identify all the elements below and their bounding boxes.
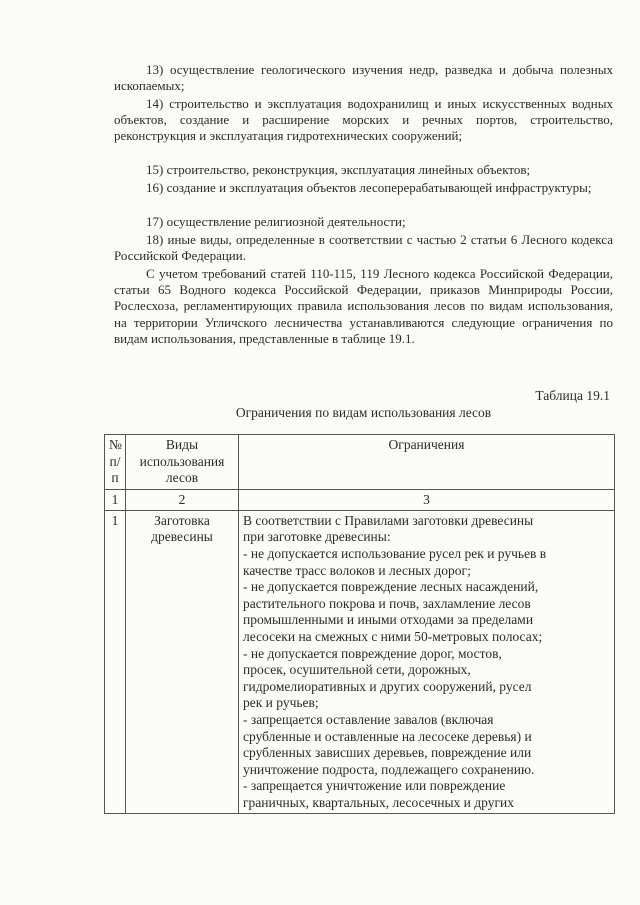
list-item-13-text: 13) осуществление геологического изучения недр, разведка и добыча полезных ископаемых; [114,62,613,94]
intro-paragraph-text: С учетом требований статей 110-115, 119 Лесного кодекса Российской Федерации, статьи 65 Водного кодекса Российской Федерации, приказов Минприроды России, Рослесхоза, регламентирующих правила использования лесов по видам использования, на территории Угличского лесничества устанавливаются следующие ограничения по видам использования, представленные в таблице 19.1. [114,266,613,346]
column-number: 1 [105,489,126,510]
header-kind-line: использования [139,453,225,469]
row-kind-cell [126,510,239,814]
row-number-cell: 1 [105,510,126,814]
header-number-line: п [111,470,119,486]
list-item-15 [114,162,613,178]
header-kind-line: Виды [165,437,199,452]
list-item-16 [114,180,613,196]
restriction-line: - не допускается использование русел рек и ручьев в [243,545,547,561]
list-item-15-text: 15) строительство, реконструкция, эксплуатация линейных объектов; [146,162,531,177]
restriction-line: рек и ручьев; [243,695,319,711]
header-kind-cell [126,435,239,490]
header-number-line: п/ [109,453,121,469]
row-kind-line: Заготовка [154,512,210,528]
restrictions-table [104,434,615,814]
column-number: 3 [239,489,615,510]
list-item-14 [114,96,613,145]
restriction-line: промышленными и иными отходами за пределами [243,612,534,628]
restriction-line: качестве трасс волоков и лесных дорог; [243,562,471,578]
restriction-line: - не допускается повреждение лесных насаждений, [243,579,539,595]
list-item-14-text: 14) строительство и эксплуатация водохранилищ и иных искусственных водных объектов, создание и расширение морских и речных портов, строительство, реконструкция и эксплуатация гидротехнических сооружений; [114,96,613,144]
restriction-line: при заготовке древесины: [243,529,391,545]
restriction-line: В соответствии с Правилами заготовки древесины [243,512,534,528]
table-row [105,510,615,814]
restriction-line: - запрещается уничтожение или повреждение [243,778,506,794]
header-number-line: № [109,437,122,452]
restriction-line: граничных, квартальных, лесосечных и других [243,794,514,810]
restriction-line: растительного покрова и почв, захламление лесов [243,595,531,611]
restriction-line: срубленные и оставленные на лесосеке деревья) и [243,728,532,744]
row-restrictions-cell [239,510,615,814]
restriction-line: лесосеки на смежных с ними 50-метровых полосах; [243,628,543,644]
restriction-line: гидромелиоративных и других сооружений, русел [243,678,532,694]
intro-paragraph [114,266,613,347]
restriction-line: срубленных зависших деревьев, повреждение или [243,745,532,761]
header-restrictions-cell: Ограничения [239,435,615,490]
list-item-18-text: 18) иные виды, определенные в соответствии с частью 2 статьи 6 Лесного кодекса Российской Федерации. [114,232,613,264]
header-kind-line: лесов [165,470,199,486]
restriction-line: - запрещается оставление завалов (включая [243,711,494,727]
list-item-13 [114,62,613,94]
list-item-16-text: 16) создание и эксплуатация объектов лесоперерабатывающей инфраструктуры; [146,180,592,195]
restriction-line: уничтожение подроста, подлежащего сохранению. [243,761,535,777]
list-item-18 [114,232,613,264]
row-kind-line: древесины [151,529,213,545]
table-title: Ограничения по видам использования лесов [235,405,492,420]
header-number-cell [105,435,126,490]
column-numbers-row [105,489,615,510]
restriction-line: просек, осушительной сети, дорожных, [243,662,471,678]
table-header-row [105,435,615,490]
restriction-line: - не допускается повреждение дорог, мостов, [243,645,502,661]
list-item-17 [114,214,613,230]
table-number: Таблица 19.1 [535,388,610,403]
column-number: 2 [126,489,239,510]
list-item-17-text: 17) осуществление религиозной деятельности; [146,214,406,229]
